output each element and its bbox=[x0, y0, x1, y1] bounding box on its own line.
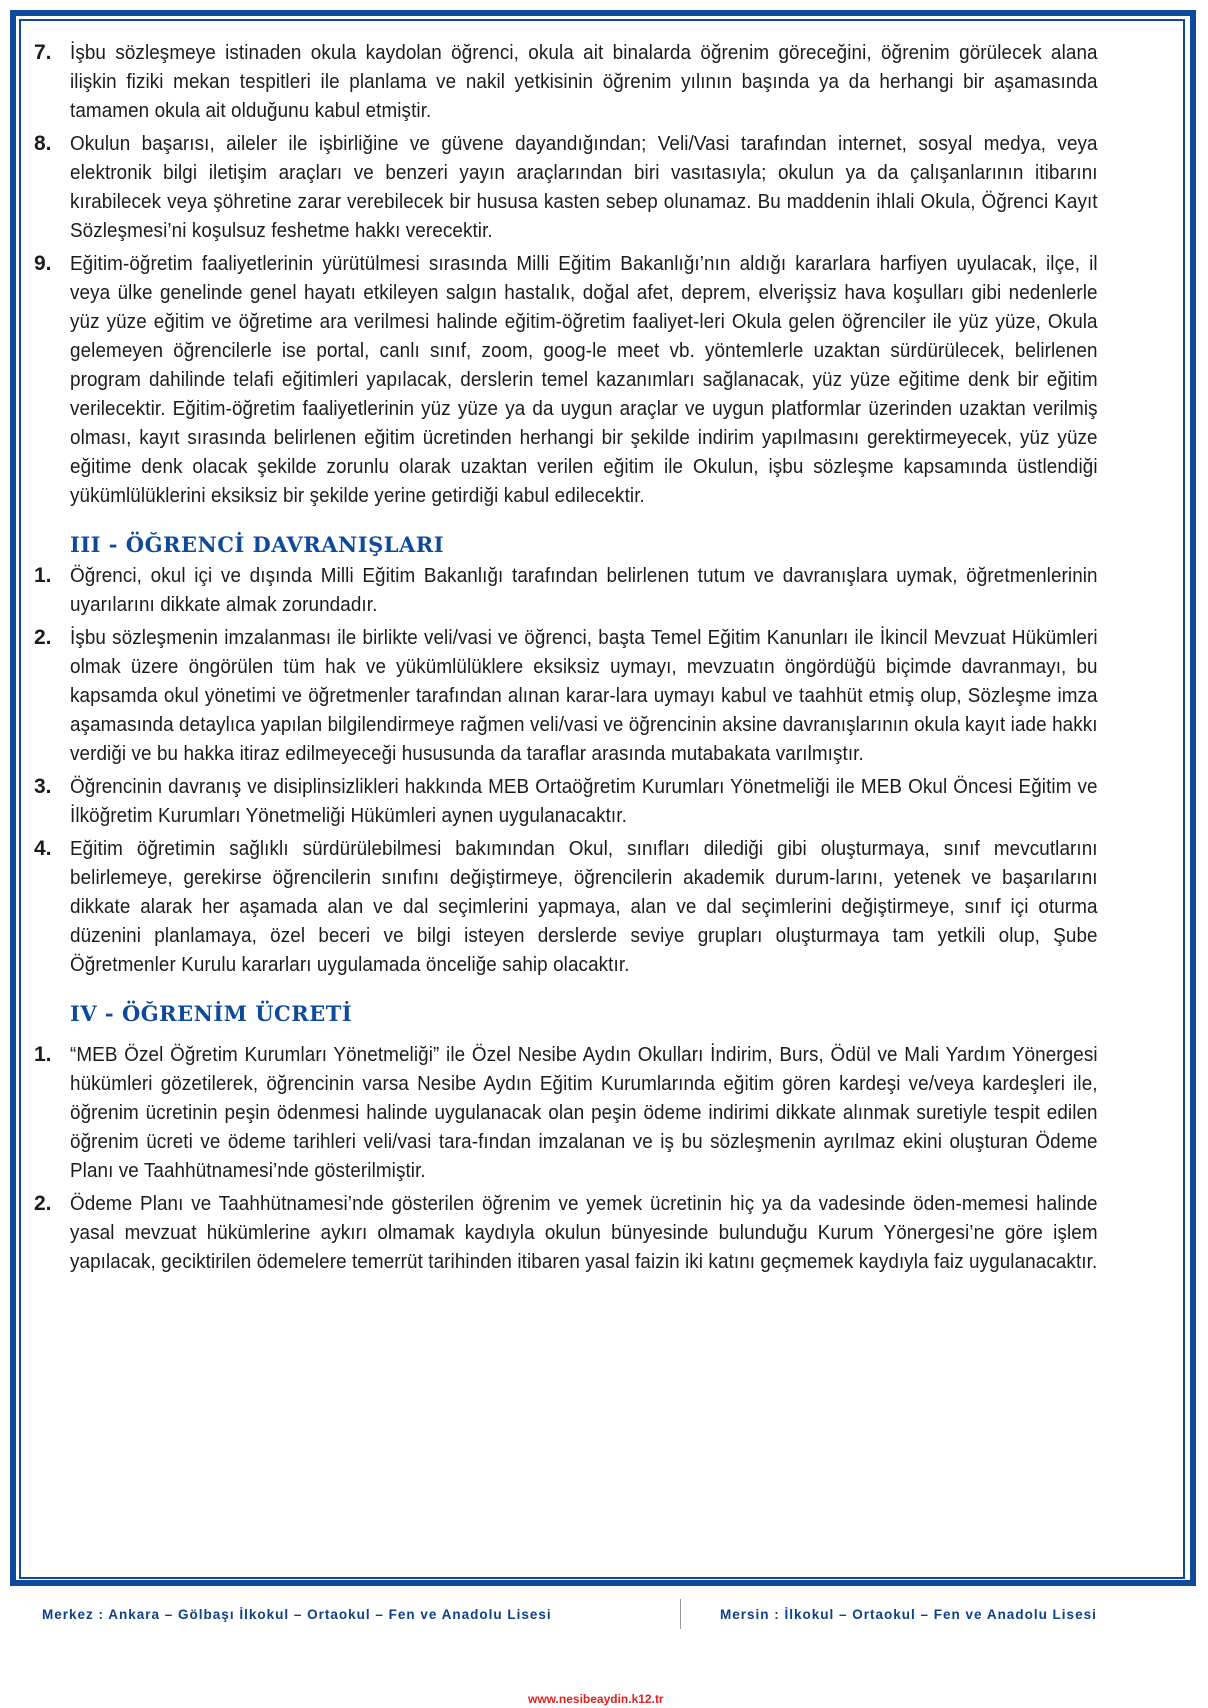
list-item bbox=[34, 129, 1174, 245]
item-text: “MEB Özel Öğretim Kurumları Yönetmeliği” ile Özel Nesibe Aydın Okulları İndirim, Burs, Ödül ve Mali Yardım Yönergesi hükümleri gözetilerek, öğrencinin varsa Nesibe Aydın Eğitim Kurumlarında eğitim gören kardeşi ve/veya kardeşleri ile, öğrenim ücretinin peşin ödenmesi halinde uygulanacak olan peşin ödeme indirimi dikkate alınmak suretiyle tespit edilen öğrenim ücreti ve ödeme tarihleri veli/vasi tara-fından imzalanan ve iş bu sözleşmenin ayrılmaz ekini oluşturan Ödeme Planı ve Taahhütnamesi’nde gösterilmiştir. bbox=[70, 1043, 1098, 1182]
footer-ankara-campus: Merkez : Ankara – Gölbaşı İlkokul – Ortaokul – Fen ve Anadolu Lisesi bbox=[42, 1607, 552, 1622]
document-body bbox=[34, 38, 1174, 1280]
list-item bbox=[34, 772, 1174, 830]
item-text: Eğitim-öğretim faaliyetlerinin yürütülmesi sırasında Milli Eğitim Bakanlığı’nın aldığı kararlara harfiyen uyulacak, ilçe, il veya ülke genelinde genel hayatı etkileyen salgın hastalık, doğal afet, deprem, elverişsiz hava koşulları gibi nedenlerle yüz yüze eğitim ve öğretime ara verilmesi halinde eğitim-öğretim faaliyet-leri Okula gelen öğrenciler ile yüz yüze, Okula gelemeyen öğrencilerle ise portal, canlı sınıf, zoom, goog-le meet vb. yöntemlerle uzaktan sürdürülecek, belirlenen program dahilinde telafi eğitimleri yapılacak, derslerin temel kazanımları sağlanacak, yüz yüze eğitime denk bir eğitim verilecektir. Eğitim-öğretim faaliyetlerinin yüz yüze ya da uygun araçlar ve uygun platformlar üzerinden uzaktan verilmiş olması, kayıt sırasında belirlenen eğitim ücretinden herhangi bir şekilde indirim yapılmasını gerektirmeyecek, yüz yüze eğitime denk olacak şekilde zorunlu olarak uzaktan verilen eğitim ile Okulun, işbu sözleşme kapsamında üstlendiği yükümlülüklerini eksiksiz bir şekilde yerine getirdiği kabul edilecektir. bbox=[70, 252, 1098, 507]
item-text: İşbu sözleşmenin imzalanması ile birlikte veli/vasi ve öğrenci, başta Temel Eğitim Kanunları ile İkincil Mevzuat Hükümleri olmak üzere öngörülen tüm hak ve yükümlülüklere eksiksiz uymayı, mevzuatın öngördüğü biçimde davranmayı, bu kapsamda okul yönetimi ve öğretmenler tarafından alınan karar-lara uymayı kabul ve taahhüt etmiş olup, Sözleşme imza aşamasında detaylıca yapılan bilgilendirmeye rağmen veli/vasi ve öğrencinin aksine davranışlarının okula kayıt iade hakkı verdiği ve bu hakka itiraz edilmeyeceği hususunda da taraflar arasında mutabakata varılmıştır. bbox=[70, 626, 1098, 765]
section-heading-student-behavior: III - ÖĞRENCİ DAVRANIŞLARI bbox=[70, 532, 445, 557]
item-text: Eğitim öğretimin sağlıklı sürdürülebilmesi bakımından Okul, sınıfları dilediği gibi oluşturmaya, sınıf mevcutlarını belirlemeye, gerekirse öğrencilerin sınıfını değiştirmeye, öğrencilerin akademik durum-larını, yetenek ve başarılarını dikkate alarak her aşamada alan ve dal seçimlerini yapmaya, alan ve dal seçimlerini değiştirmeye, sınıf içi oturma düzenini planlamaya, özel beceri ve bilgi isteyen derslerde seviye grupları oluşturmaya tam yetkili olup, Şube Öğretmenler Kurulu kararları uygulamada önceliğe sahip olacaktır. bbox=[70, 837, 1098, 976]
item-number: 8. bbox=[34, 132, 52, 155]
item-text: Ödeme Planı ve Taahhütnamesi’nde gösterilen öğrenim ve yemek ücretinin hiç ya da vadesinde öden-memesi halinde yasal mevzuat hükümlerine aykırı olmamak kaydıyla okulun bünyesinde bulunduğu Kurum Yönergesi’ne göre işlem yapılacak, geciktirilen ödemelere temerrüt tarihinden itibaren yasal faizin iki katını geçmemek kaydıyla faiz uygulanacaktır. bbox=[70, 1192, 1098, 1273]
list-item bbox=[34, 623, 1174, 768]
list-item bbox=[34, 561, 1174, 619]
footer-mersin-campus: Mersin : İlkokul – Ortaokul – Fen ve Anadolu Lisesi bbox=[720, 1607, 1097, 1622]
section-heading-tuition: IV - ÖĞRENİM ÜCRETİ bbox=[70, 1001, 353, 1026]
item-text: İşbu sözleşmeye istinaden okula kaydolan öğrenci, okula ait binalarda öğrenim göreceğini, öğrenim görülecek alana ilişkin fiziki mekan tespitleri ile planlama ve nakil yetkisinin öğrenim yılının başında ya da herhangi bir aşamasında tamamen okula ait olduğunu kabul etmiştir. bbox=[70, 41, 1098, 122]
list-item bbox=[34, 1040, 1174, 1185]
page-footer bbox=[0, 1605, 1208, 1635]
item-number: 2. bbox=[34, 1192, 52, 1215]
list-item bbox=[34, 834, 1174, 979]
item-number: 4. bbox=[34, 837, 52, 860]
list-item bbox=[34, 1189, 1174, 1276]
item-number: 9. bbox=[34, 252, 52, 275]
item-number: 2. bbox=[34, 626, 52, 649]
item-number: 1. bbox=[34, 564, 52, 587]
website-link[interactable]: www.nesibeaydin.k12.tr bbox=[528, 1692, 664, 1706]
list-item bbox=[34, 249, 1174, 510]
item-text: Öğrenci, okul içi ve dışında Milli Eğitim Bakanlığı tarafından belirlenen tutum ve davranışlara uymak, öğretmenlerinin uyarılarını dikkate almak zorundadır. bbox=[70, 564, 1098, 616]
item-number: 3. bbox=[34, 775, 52, 798]
item-text: Öğrencinin davranış ve disiplinsizlikleri hakkında MEB Ortaöğretim Kurumları Yönetmeliği ile MEB Okul Öncesi Eğitim ve İlköğretim Kurumları Yönetmeliği Hükümleri aynen uygulanacaktır. bbox=[70, 775, 1098, 827]
footer-divider bbox=[680, 1599, 681, 1629]
item-number: 7. bbox=[34, 41, 52, 64]
item-text: Okulun başarısı, aileler ile işbirliğine ve güvene dayandığından; Veli/Vasi tarafından internet, sosyal medya, veya elektronik bilgi iletişim araçları ve benzeri yayın araçlarından biri vasıtasıyla; okulun ya da çalışanlarının itibarını kırabilecek veya şöhretine zarar verebilecek bir hususa kasten sebep olunamaz. Bu maddenin ihlali Okula, Öğrenci Kayıt Sözleşmesi’ni koşulsuz feshetme hakkı verecektir. bbox=[70, 132, 1098, 242]
item-number: 1. bbox=[34, 1043, 52, 1066]
list-item bbox=[34, 38, 1174, 125]
